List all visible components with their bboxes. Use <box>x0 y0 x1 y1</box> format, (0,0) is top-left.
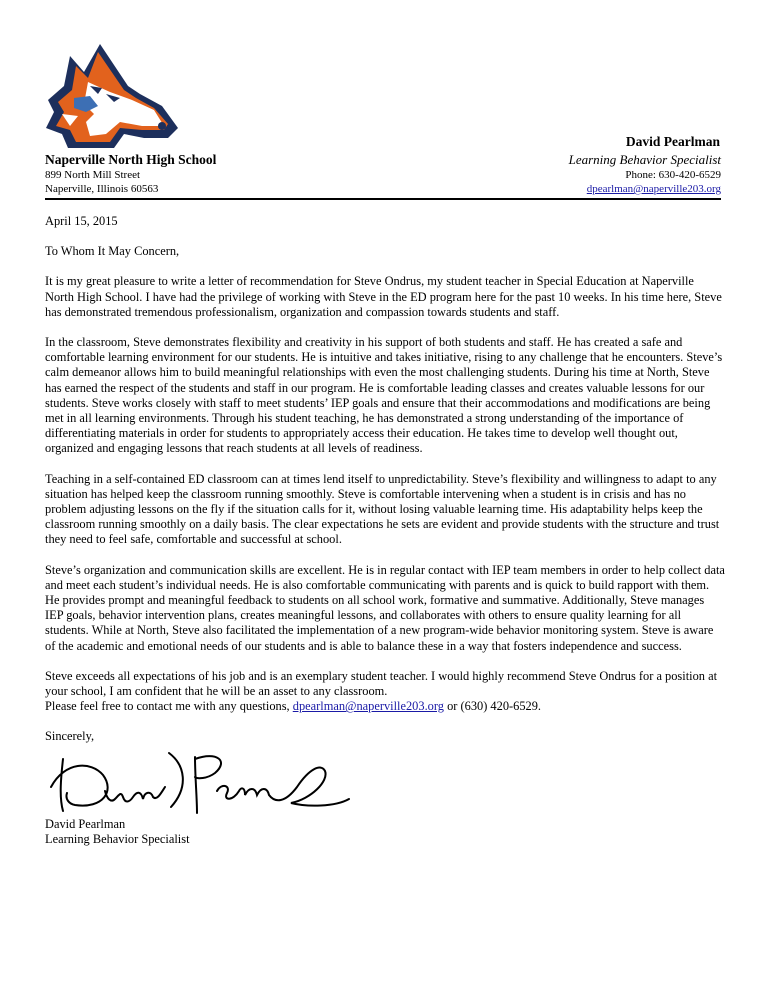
paragraph-intro: It is my great pleasure to write a letter of recommendation for Steve Ondrus, my student teacher in Special Education at Naperville North High School. I have had the privilege of working with Steve in the ED program here for the past 10 weeks. In his time here, Steve has demonstrated tremendous professionalism, organization and compassion towards students and staff. <box>45 274 722 319</box>
school-street: 899 North Mill Street <box>45 169 141 181</box>
school-name: Naperville North High School <box>45 152 217 167</box>
sender-title: Learning Behavior Specialist <box>568 152 721 167</box>
sender-contact-block <box>569 151 721 196</box>
letter-body <box>45 214 725 847</box>
school-city: Naperville, Illinois 60563 <box>45 183 159 195</box>
salutation: To Whom It May Concern, <box>45 244 180 259</box>
header-email-link[interactable]: dpearlman@naperville203.org <box>586 183 721 195</box>
paragraph-classroom: In the classroom, Steve demonstrates flexibility and creativity in his support of both students and staff. He has created a safe and comfortable learning environment for our students. He is intuitive and takes initiative, rising to any challenge that he encounters. Steve’s calm demeanor allows him to build meaningful relationships with even the most challenging students. During his time at North, Steve has earned the respect of the students and staff in our program. He is comfortable leading classes and creates valuable lessons for our students. Steve works closely with staff to meet students’ IEP goals and ensure that their accommodations and modifications are being met in all learning environments. Through his student teaching, he has demonstrated a strong understanding of the importance of differentiating materials in order for students to appropriately access their education. He takes time to develop well thought out, organized and engaging lessons that reach students at all levels of readiness. <box>45 335 723 456</box>
letterhead <box>45 151 721 200</box>
signer-name: David Pearlman <box>45 816 126 831</box>
closing: Sincerely, <box>45 729 95 744</box>
paragraph-organization: Steve’s organization and communication skills are excellent. He is in regular contact with IEP team members in order to help collect data and meet each student’s individual needs. He is also comfortable communicating with parents and is quick to build rapport with them. He provides prompt and meaningful feedback to students on all school work, formative and summative. Additionally, Steve manages IEP goals, behavior intervention plans, creates meaningful lessons, and collaborates with others to ensure quality learning for all students. While at North, Steve also facilitated the implementation of a new program-wide behavior monitoring system. Steve is aware of the academic and emotional needs of our students and is able to balance these in a way that fosters independence and success. <box>45 562 725 653</box>
contact-prefix: Please feel free to contact me with any questions, <box>45 699 290 714</box>
contact-email-link[interactable]: dpearlman@naperville203.org <box>292 699 444 714</box>
contact-line <box>45 699 725 714</box>
contact-suffix: or (630) 420-6529. <box>447 699 542 714</box>
sender-name: David Pearlman <box>625 134 720 149</box>
paragraph-adaptability: Teaching in a self-contained ED classroom can at times lend itself to unpredictability. Steve’s flexibility and willingness to adapt to any situation has helped keep the classroom running smoothly. Steve is comfortable intervening when a student is in crisis and has no problem adjusting lessons on the fly if the situation calls for it, without losing valuable learning time. His adaptability helps keep the classroom running smoothly on a daily basis. The clear expectations he sets are evident and provide students with the structure and trust they need to feel safe, comfortable and successful at school. <box>45 471 720 547</box>
signer-title: Learning Behavior Specialist <box>45 831 190 846</box>
husky-mascot-logo-icon <box>40 42 180 150</box>
signature-icon <box>45 747 355 817</box>
paragraph-recommendation: Steve exceeds all expectations of his job and is an exemplary student teacher. I would highly recommend Steve Ondrus for a position at your school, I am confident that he will be an asset to any classroom. <box>45 668 718 699</box>
school-address-block <box>45 151 216 196</box>
sender-phone: Phone: 630-420-6529 <box>625 169 721 181</box>
letter-date: April 15, 2015 <box>45 214 118 228</box>
